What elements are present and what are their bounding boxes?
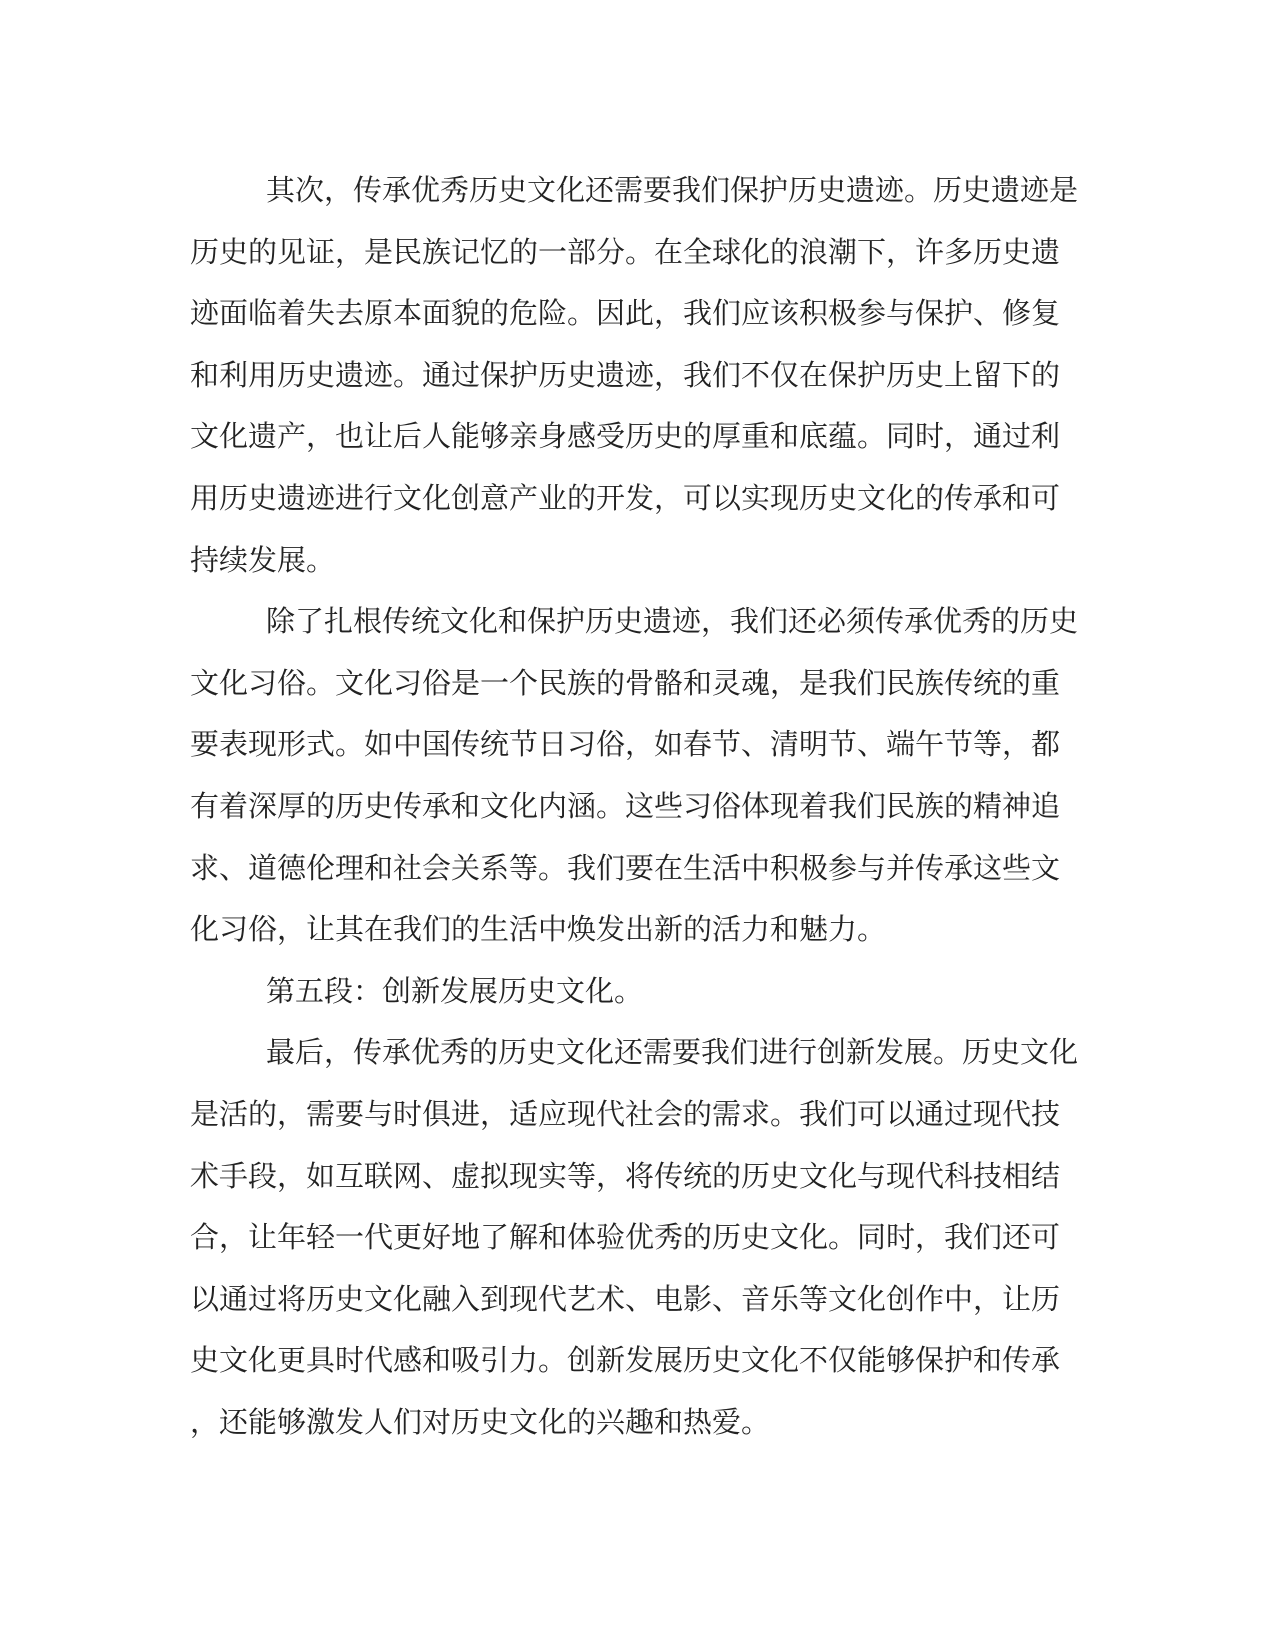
text-line: 最后，传承优秀的历史文化还需要我们进行创新发展。历史文化 xyxy=(266,1035,1079,1070)
text-line: 用历史遗迹进行文化创意产业的开发，可以实现历史文化的传承和可 xyxy=(190,480,1061,515)
text-line: 化习俗，让其在我们的生活中焕发出新的活力和魅力。 xyxy=(190,912,887,947)
text-line: 求、道德伦理和社会关系等。我们要在生活中积极参与并传承这些文 xyxy=(190,850,1061,885)
text-line: 文化遗产，也让后人能够亲身感受历史的厚重和底蕴。同时，通过利 xyxy=(190,419,1061,454)
text-line: 合，让年轻一代更好地了解和体验优秀的历史文化。同时，我们还可 xyxy=(190,1220,1061,1255)
text-line: ，还能够激发人们对历史文化的兴趣和热爱。 xyxy=(190,1404,771,1439)
text-line: 其次，传承优秀历史文化还需要我们保护历史遗迹。历史遗迹是 xyxy=(266,173,1079,207)
text-line: 历史的见证，是民族记忆的一部分。在全球化的浪潮下，许多历史遗 xyxy=(190,234,1061,269)
section-heading xyxy=(190,961,1090,1023)
paragraph-innovation xyxy=(190,1022,1090,1453)
text-line: 要表现形式。如中国传统节日习俗，如春节、清明节、端午节等，都 xyxy=(190,727,1061,762)
text-line: 是活的，需要与时俱进，适应现代社会的需求。我们可以通过现代技 xyxy=(190,1096,1061,1131)
text-line: 迹面临着失去原本面貌的危险。因此，我们应该积极参与保护、修复 xyxy=(190,296,1061,331)
text-line: 有着深厚的历史传承和文化内涵。这些习俗体现着我们民族的精神追 xyxy=(190,788,1061,823)
text-line: 以通过将历史文化融入到现代艺术、电影、音乐等文化创作中，让历 xyxy=(190,1281,1061,1316)
section-heading-text: 第五段：创新发展历史文化。 xyxy=(266,973,644,1008)
text-line: 和利用历史遗迹。通过保护历史遗迹，我们不仅在保护历史上留下的 xyxy=(190,357,1061,392)
text-line: 除了扎根传统文化和保护历史遗迹，我们还必须传承优秀的历史 xyxy=(266,604,1079,639)
text-line: 持续发展。 xyxy=(190,542,336,577)
paragraph-heritage-sites xyxy=(190,160,1090,591)
document-body xyxy=(190,160,1090,1453)
text-line: 文化习俗。文化习俗是一个民族的骨骼和灵魂，是我们民族传统的重 xyxy=(190,665,1061,700)
paragraph-cultural-customs xyxy=(190,591,1090,961)
text-line: 术手段，如互联网、虚拟现实等，将传统的历史文化与现代科技相结 xyxy=(190,1158,1061,1193)
text-line: 史文化更具时代感和吸引力。创新发展历史文化不仅能够保护和传承 xyxy=(190,1343,1061,1378)
